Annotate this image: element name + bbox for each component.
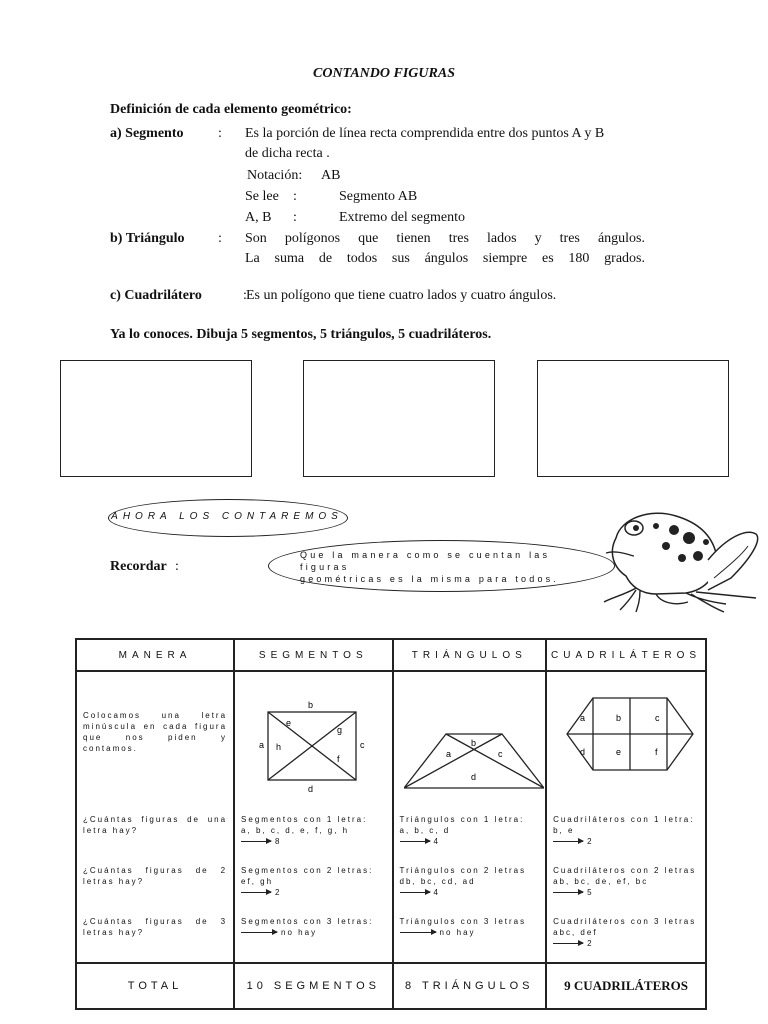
definitions-heading: Definición de cada elemento geométrico: [110, 102, 352, 117]
ends-colon: : [293, 210, 297, 225]
quad-label-d: d [580, 747, 586, 757]
tri-r2-items: db, bc, cd, ad [399, 877, 476, 886]
remember-label: Recordar [110, 559, 167, 574]
quad-label-a: a [580, 713, 586, 723]
manera-q2: ¿Cuántas figuras de 2 letras hay? [83, 866, 228, 886]
arrow-icon [400, 932, 436, 933]
remember-colon: : [175, 559, 179, 574]
triangle-colon: : [218, 231, 222, 246]
manera-intro: Colocamos una letra minúscula en cada figura que nos piden y contamos. [83, 711, 228, 753]
drawing-box-triangles[interactable] [303, 360, 495, 477]
quad-text: Es un polígono que tiene cuatro lados y cuatro ángulos. [246, 288, 557, 303]
quad-colon: : [243, 288, 247, 303]
seg-r2-result: 2 [275, 888, 282, 897]
seg-r3-result: no hay [281, 928, 318, 937]
quad-r3-title: Cuadriláteros con 3 letras [553, 917, 697, 926]
tri-r2-result-row [400, 887, 540, 898]
tri-label-b: b [470, 738, 476, 748]
seg-r1-items: a, b, c, d, e, f, g, h [241, 826, 350, 835]
seg-label-a: a [259, 740, 265, 750]
seg-label-c: c [360, 740, 365, 750]
segment-label: a) Segmento [110, 126, 184, 141]
remember-text-line2: geométricas es la misma para todos. [300, 574, 560, 584]
arrow-icon [241, 841, 271, 842]
seg-label-b: b [308, 700, 314, 710]
segment-text [245, 124, 665, 164]
reads-colon: : [293, 189, 297, 204]
rectangle-segments-figure [255, 684, 375, 809]
quad-label-b: b [616, 713, 622, 723]
header-triangulos: TRIÁNGULOS [393, 639, 547, 671]
instruction: Ya lo conoces. Dibuja 5 segmentos, 5 triángulos, 5 cuadriláteros. [110, 327, 492, 342]
quad-r3 [553, 916, 699, 949]
seg-r3 [241, 916, 385, 938]
total-segmentos: 10 SEGMENTOS [234, 963, 392, 1009]
total-label: TOTAL [76, 963, 234, 1009]
arrow-icon [400, 892, 430, 893]
tri-r3-result-row [400, 927, 540, 938]
seg-label-f: f [337, 754, 340, 764]
remember-text-line1: Que la manera como se cuentan las figuras [300, 550, 551, 572]
quad-label-e: e [616, 747, 622, 757]
reads-value: Segmento AB [339, 189, 418, 204]
tri-label-a: a [445, 749, 451, 759]
tri-r2 [400, 865, 540, 898]
seg-label-e: e [286, 718, 292, 728]
quad-r3-result-row [553, 938, 699, 949]
seg-label-h: h [276, 742, 282, 752]
cuadrilateros-cell [546, 671, 706, 963]
segment-text-line1: Es la porción de línea recta comprendida entre dos puntos A y B [245, 126, 605, 141]
hexagon-quadrilaterals-figure [565, 696, 695, 776]
seg-label-d: d [308, 784, 314, 794]
total-triangulos: 8 TRIÁNGULOS [393, 963, 547, 1009]
header-cuadrilateros: CUADRILÁTEROS [546, 639, 706, 671]
arrow-icon [553, 892, 583, 893]
triangle-text-line1: Son polígonos que tienen tres lados y tres ángulos. [245, 231, 645, 246]
seg-r3-title: Segmentos con 3 letras: [241, 917, 374, 926]
quad-r2-items: ab, bc, de, ef, bc [553, 877, 649, 886]
quad-r3-items: abc, def [553, 928, 598, 937]
tri-label-d: d [470, 772, 476, 782]
arrow-icon [553, 943, 583, 944]
drawing-box-quadrilaterals[interactable] [537, 360, 729, 477]
segment-colon: : [218, 126, 222, 141]
tri-r2-title: Triángulos con 2 letras [399, 866, 527, 875]
quad-r1-result: 2 [587, 837, 594, 846]
quad-r1 [553, 814, 699, 847]
tri-r2-result: 4 [433, 888, 440, 897]
quad-label: c) Cuadrilátero [110, 288, 202, 303]
tri-r1-result-row [400, 836, 540, 847]
quad-r2-result-row [553, 887, 699, 898]
seg-label-g: g [337, 725, 343, 735]
notation-value: AB [321, 168, 341, 183]
arrow-icon [553, 841, 583, 842]
header-manera: MANERA [76, 639, 234, 671]
triangulos-cell [393, 671, 547, 963]
seg-r1-title: Segmentos con 1 letra: [241, 815, 368, 824]
banner-text: AHORA LOS CONTAREMOS [111, 511, 343, 522]
tri-r3 [400, 916, 540, 938]
seg-r1-result-row [241, 836, 385, 847]
frog-illustration [596, 498, 764, 614]
seg-r2-title: Segmentos con 2 letras: [241, 866, 374, 875]
seg-r2 [241, 865, 385, 898]
tri-r1 [400, 814, 540, 847]
quad-r2-result: 5 [587, 888, 594, 897]
quad-r2-title: Cuadriláteros con 2 letras [553, 866, 697, 875]
ends-value: Extremo del segmento [339, 210, 465, 225]
tri-label-c: c [497, 749, 502, 759]
seg-r1 [241, 814, 385, 847]
tri-r3-title: Triángulos con 3 letras [399, 917, 527, 926]
segmentos-cell [234, 671, 392, 963]
quad-r1-items: b, e [553, 826, 575, 835]
seg-r2-result-row [241, 887, 385, 898]
triangle-label: b) Triángulo [110, 231, 185, 246]
arrow-icon [241, 932, 277, 933]
remember-text [300, 549, 600, 585]
tri-r1-items: a, b, c, d [399, 826, 451, 835]
quad-label-f: f [655, 747, 658, 757]
manera-q1: ¿Cuántas figuras de una letra hay? [83, 815, 228, 835]
reads-label: Se lee [245, 189, 279, 204]
quad-r1-title: Cuadriláteros con 1 letra: [553, 815, 695, 824]
seg-r1-result: 8 [275, 837, 282, 846]
tri-r1-result: 4 [433, 837, 440, 846]
quad-r2 [553, 865, 699, 898]
manera-q3: ¿Cuántas figuras de 3 letras hay? [83, 917, 228, 937]
quad-label-c: c [655, 713, 660, 723]
arrow-icon [241, 892, 271, 893]
triangle-text [245, 229, 645, 269]
trapezoid-triangles-figure [404, 692, 544, 792]
notation-label: Notación: [247, 168, 303, 183]
quad-r3-result: 2 [587, 939, 594, 948]
segment-text-line2: de dicha recta . [245, 146, 330, 161]
ends-label: A, B [245, 210, 272, 225]
arrow-icon [400, 841, 430, 842]
counting-table [75, 638, 707, 1010]
seg-r3-result-row [241, 927, 385, 938]
total-cuadrilateros: 9 CUADRILÁTEROS [546, 963, 706, 1009]
quad-r1-result-row [553, 836, 699, 847]
manera-cell [76, 671, 234, 963]
drawing-box-segments[interactable] [60, 360, 252, 477]
page-title: CONTANDO FIGURAS [313, 66, 455, 81]
tri-r1-title: Triángulos con 1 letra: [399, 815, 525, 824]
header-segmentos: SEGMENTOS [234, 639, 392, 671]
triangle-text-line2: La suma de todos sus ángulos siempre es 180 grados. [245, 251, 645, 266]
tri-r3-result: no hay [439, 928, 476, 937]
seg-r2-items: ef, gh [241, 877, 274, 886]
